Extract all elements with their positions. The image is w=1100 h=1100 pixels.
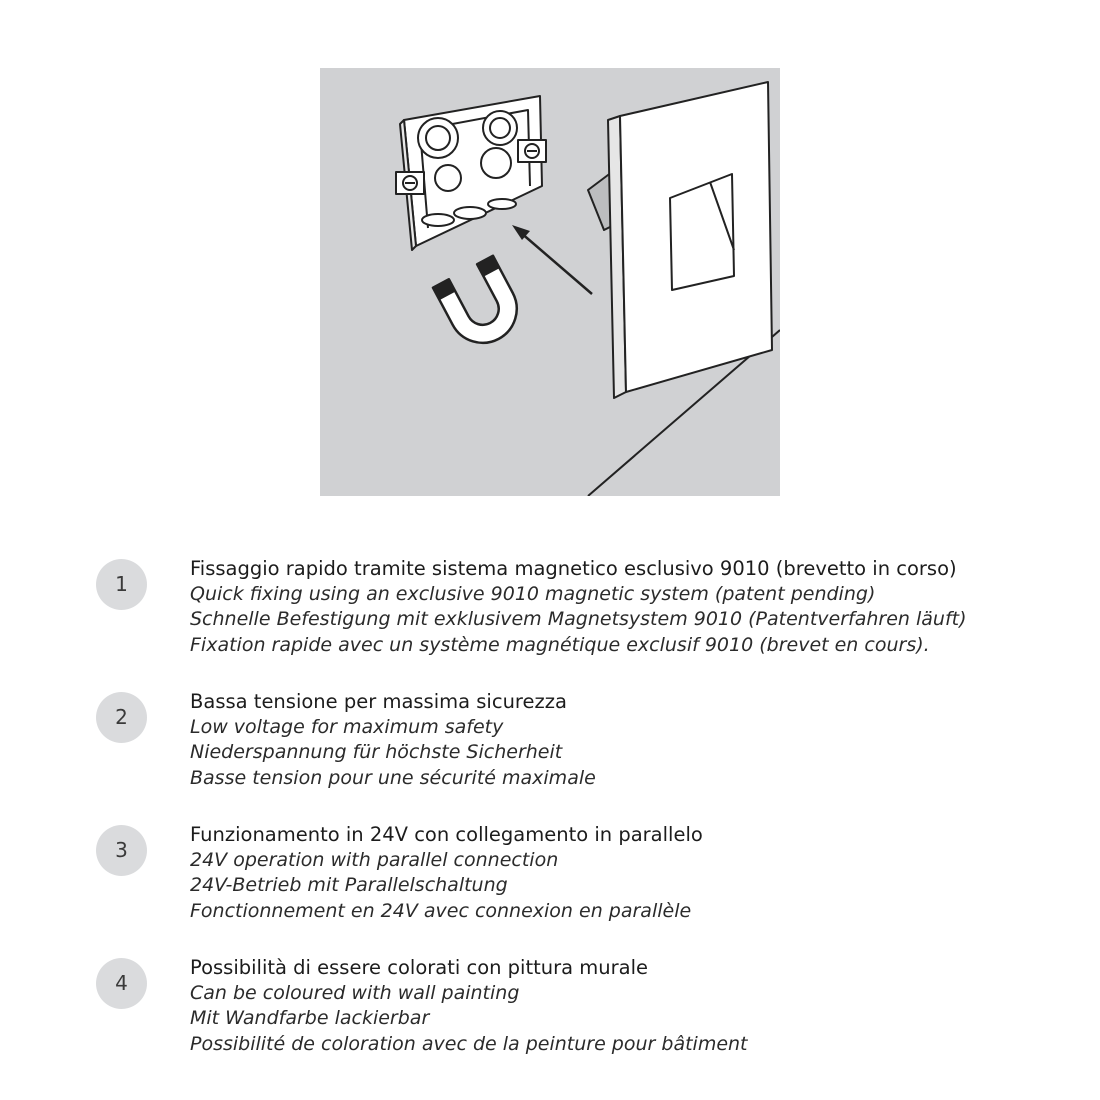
feature-text-en: Low voltage for maximum safety [190, 715, 504, 738]
feature-number-badge: 3 [96, 825, 147, 876]
features-list [96, 556, 1086, 1088]
feature-text-en: Can be coloured with wall painting [190, 981, 520, 1004]
feature-text-fr: Fixation rapide avec un système magnétique exclusif 9010 (brevet en cours). [190, 633, 930, 656]
feature-text-fr: Fonctionnement en 24V avec connexion en parallèle [190, 899, 692, 922]
feature-number-badge: 2 [96, 692, 147, 743]
feature-text-it: Fissaggio rapido tramite sistema magnetico esclusivo 9010 (brevetto in corso) [190, 557, 957, 580]
feature-item-3 [96, 822, 1086, 955]
feature-texts [190, 822, 1090, 924]
installation-diagram [320, 68, 780, 496]
feature-text-de: Niederspannung für höchste Sicherheit [190, 741, 563, 763]
feature-text-it: Funzionamento in 24V con collegamento in parallelo [190, 823, 703, 846]
feature-texts [190, 689, 1090, 791]
feature-text-en: Quick fixing using an exclusive 9010 magnetic system (patent pending) [190, 582, 876, 605]
wall-light-plate-icon [588, 82, 772, 398]
feature-text-it: Bassa tensione per massima sicurezza [190, 690, 567, 713]
feature-texts [190, 556, 1090, 658]
feature-text-de: 24V-Betrieb mit Parallelschaltung [190, 874, 508, 896]
feature-text-fr: Basse tension pour une sécurité maximale [190, 766, 596, 789]
feature-item-4 [96, 955, 1086, 1088]
feature-text-en: 24V operation with parallel connection [190, 848, 559, 871]
feature-text-de: Schnelle Befestigung mit exklusivem Magnetsystem 9010 (Patentverfahren läuft) [190, 608, 967, 630]
feature-item-2 [96, 689, 1086, 822]
feature-texts [190, 955, 1090, 1057]
feature-text-it: Possibilità di essere colorati con pittura murale [190, 956, 649, 979]
feature-number-badge: 1 [96, 559, 147, 610]
feature-item-1 [96, 556, 1086, 689]
feature-number-badge: 4 [96, 958, 147, 1009]
installation-illustration [320, 68, 780, 496]
feature-text-fr: Possibilité de coloration avec de la peinture pour bâtiment [190, 1032, 748, 1055]
feature-text-de: Mit Wandfarbe lackierbar [190, 1007, 430, 1029]
